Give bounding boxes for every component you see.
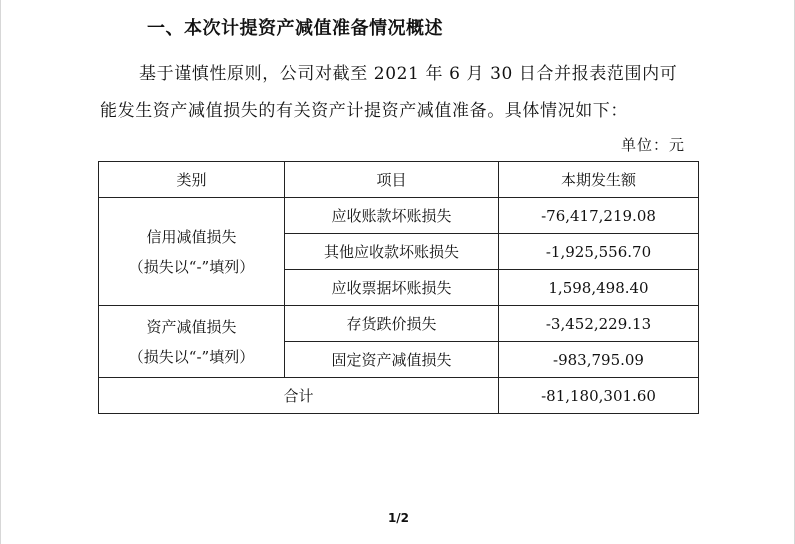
item-cell: 存货跌价损失 [285,306,499,342]
total-amount: -81,180,301.60 [499,378,699,414]
page-number: 1/2 [387,511,410,525]
item-cell: 应收账款坏账损失 [285,198,499,234]
category-note: （损失以“-”填列） [128,347,255,366]
paragraph-line-2: 能发生资产减值损失的有关资产计提资产减值准备。具体情况如下： [100,101,628,121]
item-cell: 应收票据坏账损失 [285,270,499,306]
item-cell: 其他应收款坏账损失 [285,234,499,270]
table-row [99,198,699,234]
category-label: 资产减值损失 [146,317,237,336]
table-header-row [99,162,699,198]
impairment-table [98,161,699,414]
amount-cell: -983,795.09 [499,342,699,378]
header-amount: 本期发生额 [499,162,699,198]
paragraph-line-1: 基于谨慎性原则，公司对截至 2021 年 6 月 30 日合并报表范围内可 [139,64,678,84]
amount-cell: -3,452,229.13 [499,306,699,342]
table-total-row [99,378,699,414]
total-label: 合计 [99,378,499,414]
header-item: 项目 [285,162,499,198]
category-note: （损失以“-”填列） [128,257,255,276]
amount-cell: -76,417,219.08 [499,198,699,234]
category-label: 信用减值损失 [146,227,237,246]
item-cell: 固定资产减值损失 [285,342,499,378]
category-cell-credit [99,198,285,306]
amount-cell: -1,925,556.70 [499,234,699,270]
amount-cell: 1,598,498.40 [499,270,699,306]
category-cell-asset [99,306,285,378]
table-row [99,306,699,342]
unit-label: 单位：元 [621,136,686,154]
header-category: 类别 [99,162,285,198]
section-heading: 一、本次计提资产减值准备情况概述 [147,18,443,39]
